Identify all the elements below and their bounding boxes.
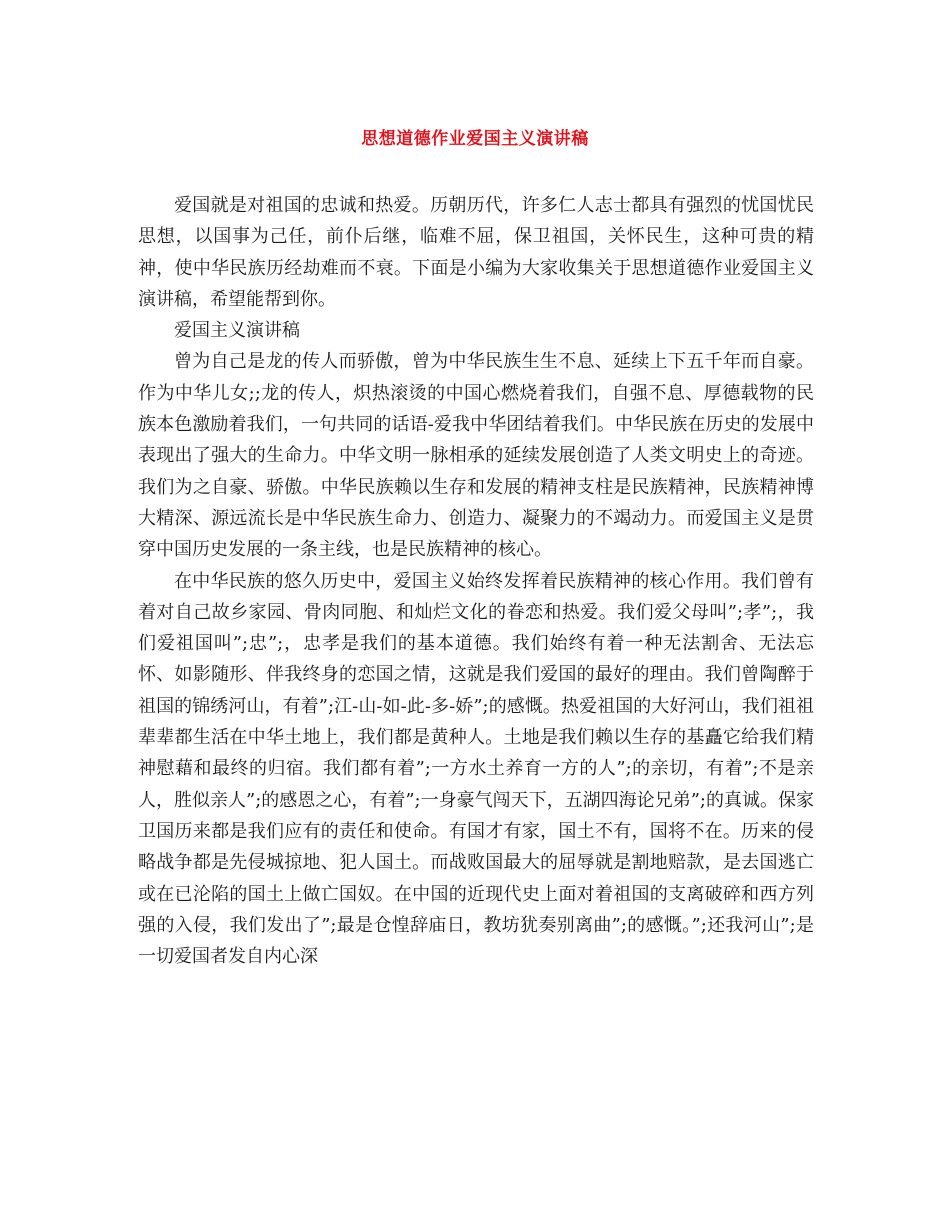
document-title: 思想道德作业爱国主义演讲稿 <box>361 129 589 149</box>
document-body <box>138 190 814 972</box>
paragraph-body-1: 曾为自己是龙的传人而骄傲，曾为中华民族生生不息、延续上下五千年而自豪。作为中华儿女;;龙的传人，炽热滚烫的中国心燃烧着我们，自强不息、厚德载物的民族本色激励着我们，一句共同的话语-爱我中华团结着我们。中华民族在历史的发展中表现出了强大的生命力。中华文明一脉相承的延续发展创造了人类文明史上的奇迹。我们为之自豪、骄傲。中华民族赖以生存和发展的精神支柱是民族精神，民族精神博大精深、源远流长是中华民族生命力、创造力、凝聚力的不竭动力。而爱国主义是贯穿中国历史发展的一条主线，也是民族精神的核心。 <box>138 351 814 561</box>
paragraph-subheading: 爱国主义演讲稿 <box>174 320 300 342</box>
paragraph-body-2: 在中华民族的悠久历史中，爱国主义始终发挥着民族精神的核心作用。我们曾有着对自己故乡家园、骨肉同胞、和灿烂文化的眷恋和热爱。我们爱父母叫”;孝”;，我们爱祖国叫”;忠”;，忠孝是我们的基本道德。我们始终有着一种无法割舍、无法忘怀、如影随形、伴我终身的恋国之情，这就是我们爱国的最好的理由。我们曾陶醉于祖国的锦绣河山，有着”;江-山-如-此-多-娇”;的感慨。热爱祖国的大好河山，我们祖祖辈辈都生活在中华土地上，我们都是黄种人。土地是我们赖以生存的基矗它给我们精神慰藉和最终的归宿。我们都有着”;一方水土养育一方的人”;的亲切，有着”;不是亲人，胜似亲人”;的感恩之心，有着”;一身豪气闯天下，五湖四海论兄弟”;的真诚。保家卫国历来都是我们应有的责任和使命。有国才有家，国土不有，国将不在。历来的侵略战争都是先侵城掠地、犯人国土。而战败国最大的屈辱就是割地赔款，是去国逃亡或在已沦陷的国土上做亡国奴。在中国的近现代史上面对着祖国的支离破碎和西方列强的入侵，我们发出了”;最是仓惶辞庙日，教坊犹奏别离曲”;的感慨。”;还我河山”;是一切爱国者发自内心深 <box>138 570 814 968</box>
paragraph-intro: 爱国就是对祖国的忠诚和热爱。历朝历代，许多仁人志士都具有强烈的忧国忧民思想，以国事为己任，前仆后继，临难不屈，保卫祖国，关怀民生，这种可贵的精神，使中华民族历经劫难而不衰。下面是小编为大家收集关于思想道德作业爱国主义演讲稿，希望能帮到你。 <box>138 195 814 310</box>
